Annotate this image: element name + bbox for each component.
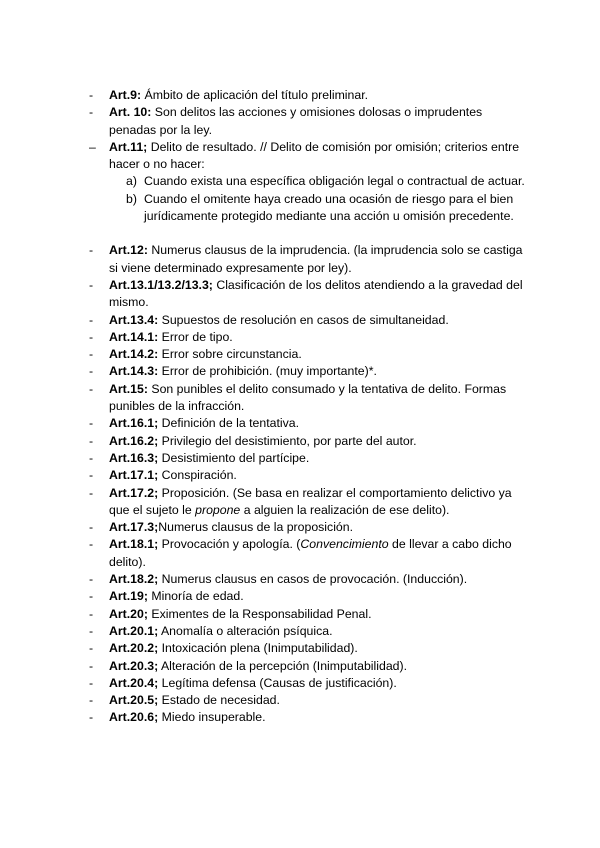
article-ref: Art.17.2;	[109, 485, 159, 500]
bullet-dash: -	[89, 88, 94, 102]
bullet-dash: -	[89, 416, 94, 431]
article-ref: Art.18.2;	[109, 572, 159, 587]
article-ref: Art.9:	[109, 88, 142, 102]
bullet-dash: -	[89, 243, 94, 258]
bullet-dash: -	[89, 520, 94, 535]
article-text: Delito de resultado. // Delito de comisión por omisión; criterios entre hacer o no hacer:	[109, 139, 520, 172]
sub-list-item	[109, 191, 529, 226]
list-item	[89, 312, 529, 329]
bullet-dash: -	[89, 450, 94, 465]
article-ref: Art.20.3;	[109, 658, 159, 673]
article-text-italic: propone	[195, 502, 241, 517]
article-list	[89, 87, 529, 727]
article-text: Error sobre circunstancia.	[158, 347, 302, 362]
bullet-dash: -	[89, 675, 94, 690]
list-item	[89, 363, 529, 380]
article-text: Numerus clausus de la proposición.	[158, 520, 354, 535]
article-ref: Art.14.2:	[109, 347, 159, 362]
list-item	[89, 519, 529, 536]
article-ref: Art.16.3;	[109, 450, 159, 465]
article-text: Desistimiento del partícipe.	[158, 450, 310, 465]
sub-item-text: Cuando exista una específica obligación legal o contractual de actuar.	[144, 174, 525, 189]
list-item	[89, 640, 529, 657]
article-text: Numerus clausus de la imprudencia. (la imprudencia solo se castiga si viene determinado expresamente por ley).	[109, 243, 523, 275]
article-text: Definición de la tentativa.	[158, 416, 300, 431]
article-ref: Art.20.4;	[109, 675, 159, 690]
bullet-dash: -	[89, 277, 94, 292]
article-text: Eximentes de la Responsabilidad Penal.	[147, 606, 372, 621]
article-ref: Art.11;	[109, 139, 148, 154]
list-item	[89, 709, 529, 726]
list-item	[89, 346, 529, 363]
article-ref: Art.16.1;	[109, 416, 159, 431]
article-ref: Art.20.2;	[109, 641, 159, 656]
article-text: Proposición. (Se basa en realizar el comportamiento delictivo ya que el sujeto le	[109, 485, 512, 517]
article-ref: Art.19;	[109, 589, 148, 604]
article-text: Miedo insuperable.	[158, 710, 266, 725]
list-item	[89, 485, 529, 520]
list-item	[89, 139, 529, 225]
bullet-dash: -	[89, 364, 94, 379]
sub-item-marker: a)	[126, 174, 137, 189]
bullet-dash: -	[89, 623, 94, 638]
article-text: Supuestos de resolución en casos de simultaneidad.	[158, 312, 449, 327]
article-ref: Art.18.1;	[109, 537, 159, 552]
sub-item-marker: b)	[126, 191, 137, 206]
article-text: Clasificación de los delitos atendiendo a la gravedad del mismo.	[109, 277, 523, 310]
list-item	[89, 536, 529, 571]
article-text: Provocación y apología. (	[158, 537, 301, 552]
bullet-dash: -	[89, 606, 94, 621]
article-text: Ámbito de aplicación del título preliminar.	[141, 88, 369, 102]
bullet-dash: -	[89, 105, 94, 120]
article-ref: Art.14.3:	[109, 364, 159, 379]
sub-list	[109, 173, 529, 225]
article-text: Son delitos las acciones y omisiones dolosas o imprudentes penadas por la ley.	[109, 105, 483, 137]
article-text: Numerus clausus en casos de provocación. (Inducción).	[158, 572, 468, 587]
list-item	[89, 658, 529, 675]
list-item	[89, 433, 529, 450]
list-item	[89, 588, 529, 605]
article-ref: Art.12:	[109, 243, 148, 258]
bullet-dash: -	[89, 468, 94, 483]
article-text: Privilegio del desistimiento, por parte del autor.	[158, 433, 417, 448]
list-item	[89, 415, 529, 432]
bullet-dash: -	[89, 347, 94, 362]
bullet-dash: -	[89, 641, 94, 656]
article-ref: Art.16.2;	[109, 433, 159, 448]
article-text: Conspiración.	[158, 468, 237, 483]
list-item	[89, 467, 529, 484]
sub-list-item	[109, 173, 529, 190]
article-text: Alteración de la percepción (Inimputabilidad).	[158, 658, 408, 673]
article-text: Intoxicación plena (Inimputabilidad).	[158, 641, 358, 656]
list-item	[89, 571, 529, 588]
bullet-dash: -	[89, 658, 94, 673]
list-item	[89, 450, 529, 467]
article-text: Legítima defensa (Causas de justificación).	[158, 675, 397, 690]
bullet-dash: -	[89, 537, 94, 552]
list-item	[89, 675, 529, 692]
article-text-italic: Convencimiento	[300, 537, 389, 552]
article-ref: Art.14.1:	[109, 329, 159, 344]
bullet-dash: –	[89, 139, 96, 154]
list-item	[89, 329, 529, 346]
article-ref: Art.20.1;	[109, 623, 159, 638]
article-ref: Art.20.5;	[109, 693, 159, 708]
bullet-dash: -	[89, 329, 94, 344]
list-item	[89, 692, 529, 709]
bullet-dash: -	[89, 589, 94, 604]
bullet-dash: -	[89, 572, 94, 587]
article-text: Anomalía o alteración psíquica.	[158, 623, 333, 638]
article-ref: Art.20.6;	[109, 710, 159, 725]
list-item	[89, 104, 529, 139]
article-text: Son punibles el delito consumado y la tentativa de delito. Formas punibles de la infracción.	[109, 381, 507, 414]
article-text: Error de prohibición. (muy importante)*.	[158, 364, 377, 379]
article-ref: Art.13.1/13.2/13.3;	[109, 277, 213, 292]
bullet-dash: -	[89, 693, 94, 708]
bullet-dash: -	[89, 312, 94, 327]
list-item	[89, 623, 529, 640]
list-item	[89, 87, 529, 104]
article-ref: Art. 10:	[109, 105, 152, 120]
list-item	[89, 242, 529, 277]
article-text: Minoría de edad.	[147, 589, 244, 604]
bullet-dash: -	[89, 433, 94, 448]
article-ref: Art.20;	[109, 606, 148, 621]
article-ref: Art.15:	[109, 381, 148, 396]
article-text: a alguien la realización de ese delito).	[240, 502, 450, 517]
blank-line	[89, 225, 529, 242]
bullet-dash: -	[89, 710, 94, 725]
article-ref: Art.13.4:	[109, 312, 159, 327]
list-item	[89, 606, 529, 623]
bullet-dash: -	[89, 485, 94, 500]
article-text: de llevar a cabo dicho delito).	[109, 537, 512, 569]
article-text: Error de tipo.	[158, 329, 233, 344]
article-ref: Art.17.1;	[109, 468, 159, 483]
sub-item-text: Cuando el omitente haya creado una ocasión de riesgo para el bien jurídicamente protegido mediante una acción u omisión precedente.	[144, 191, 514, 224]
list-item	[89, 381, 529, 416]
article-ref: Art.17.3;	[109, 520, 159, 535]
list-item	[89, 277, 529, 312]
bullet-dash: -	[89, 381, 94, 396]
article-text: Estado de necesidad.	[158, 693, 280, 708]
